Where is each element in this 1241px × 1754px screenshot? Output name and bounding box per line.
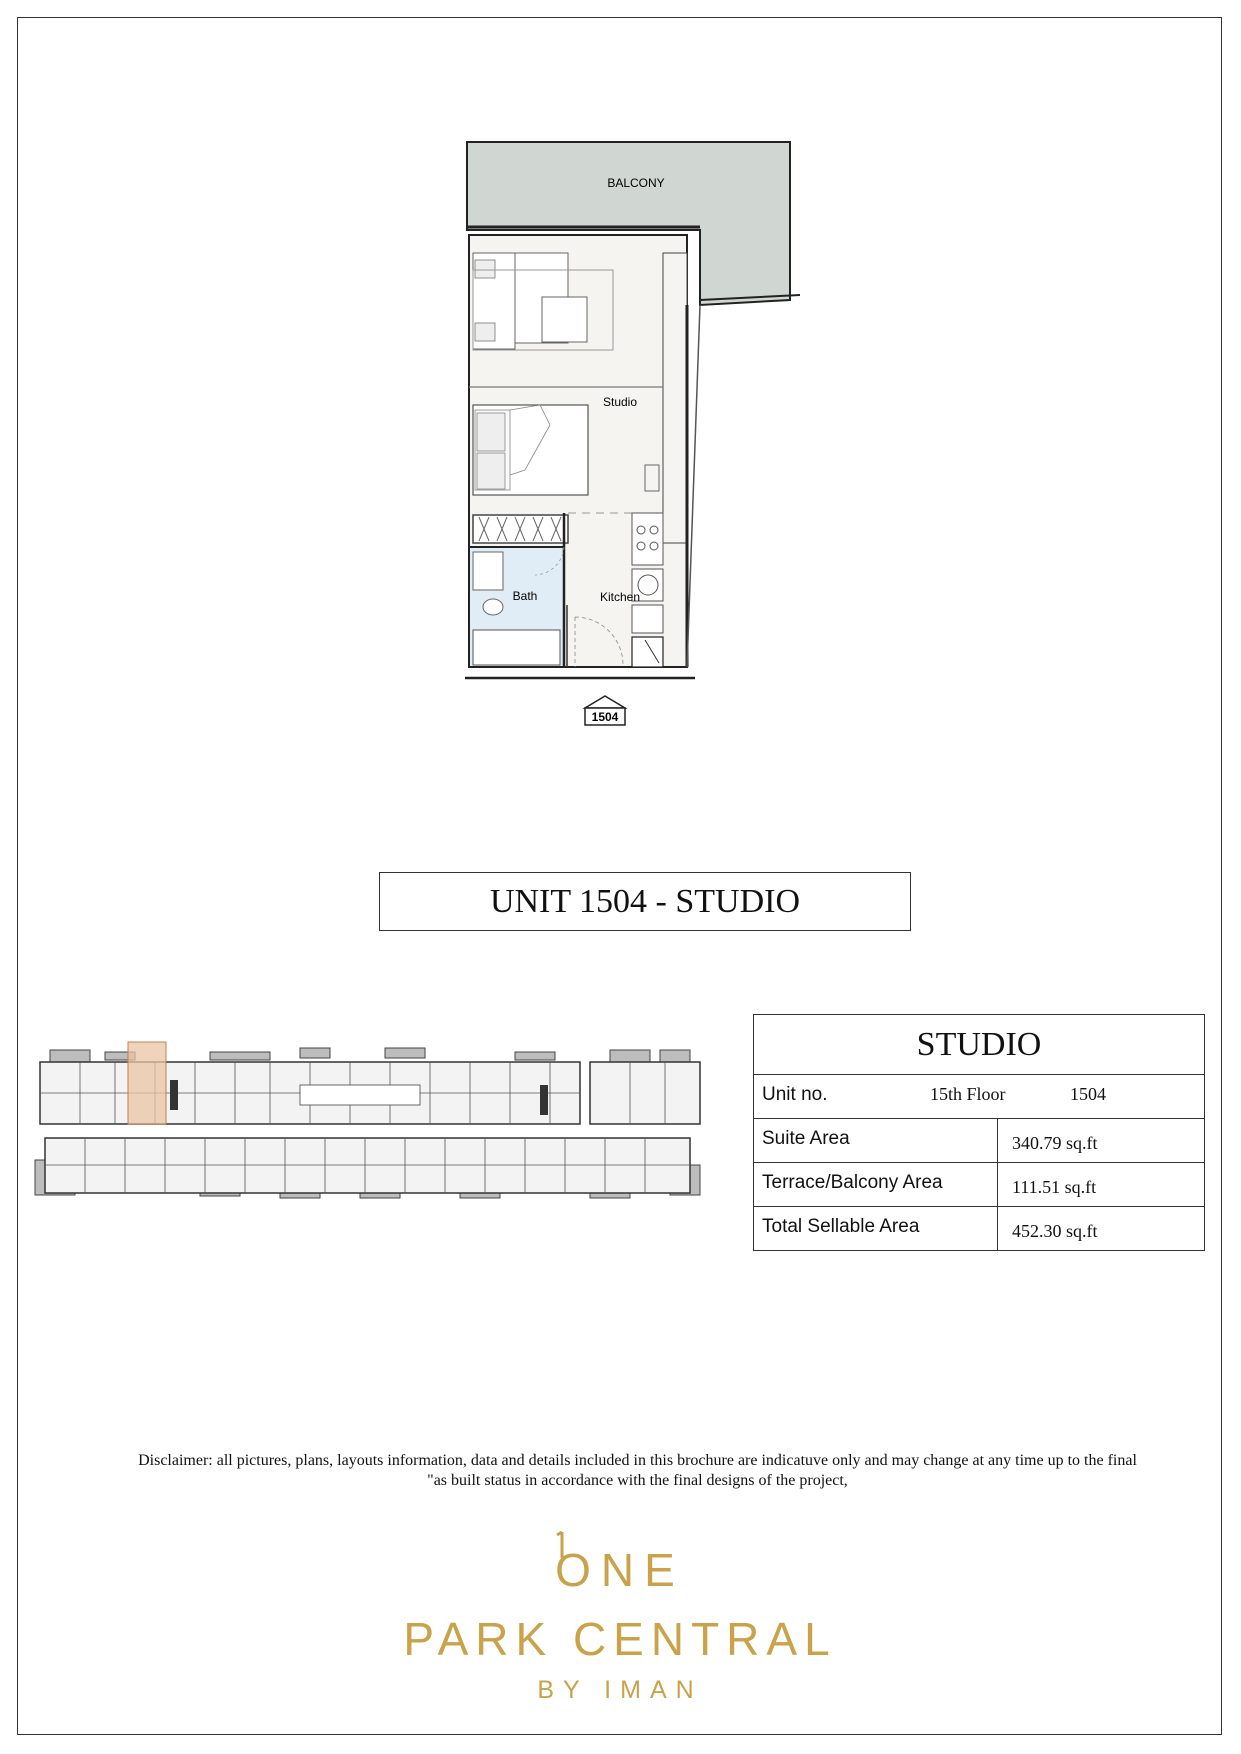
highlighted-unit [128,1042,166,1124]
studio-label: Studio [602,395,638,409]
total-area-value: 452.30 sq.ft [1012,1221,1098,1241]
unit-floor-plan [455,135,815,775]
disclaimer [60,1451,1215,1491]
floor-value: 15th Floor [930,1084,1006,1104]
info-heading [754,1015,1204,1075]
balcony-area-value: 111.51 sq.ft [1012,1177,1097,1197]
suite-area-label: Suite Area [762,1128,850,1149]
suite-area-row [754,1119,1204,1163]
unit-title: UNIT 1504 - STUDIO [489,882,801,920]
total-area-row [754,1207,1204,1251]
entry-tag-label: 1504 [591,710,619,724]
unit-number-value: 1504 [1070,1084,1106,1104]
entry-marker [585,696,625,708]
logo-line-park-central: PARK CENTRAL [403,1613,837,1665]
unit-no-label: Unit no. [762,1084,828,1105]
unit-title-box [379,872,911,931]
balcony-label: BALCONY [607,176,665,190]
balcony-area-row [754,1163,1204,1207]
info-heading-text: STUDIO [916,1025,1042,1063]
brand-logo [370,1530,870,1710]
total-area-label: Total Sellable Area [762,1216,920,1237]
unit-info-table [753,1014,1205,1251]
logo-line-by-iman: BY IMAN [537,1676,703,1704]
balcony-area-label: Terrace/Balcony Area [762,1172,943,1193]
floor-key-plan [30,1040,720,1220]
suite-area-value: 340.79 sq.ft [1012,1133,1098,1153]
logo-line-one: ONE [555,1544,685,1596]
bath-label: Bath [512,589,538,603]
coffee-table [542,297,587,342]
disclaimer-line-1: Disclaimer: all pictures, plans, layouts information, data and details included in this brochure are indicatuve only and may change at any time up to the final [138,1452,1137,1469]
disclaimer-line-2: "as built status in accordance with the final designs of the project, [427,1472,848,1489]
kitchen-label: Kitchen [599,590,641,604]
unit-number-row [754,1075,1204,1119]
